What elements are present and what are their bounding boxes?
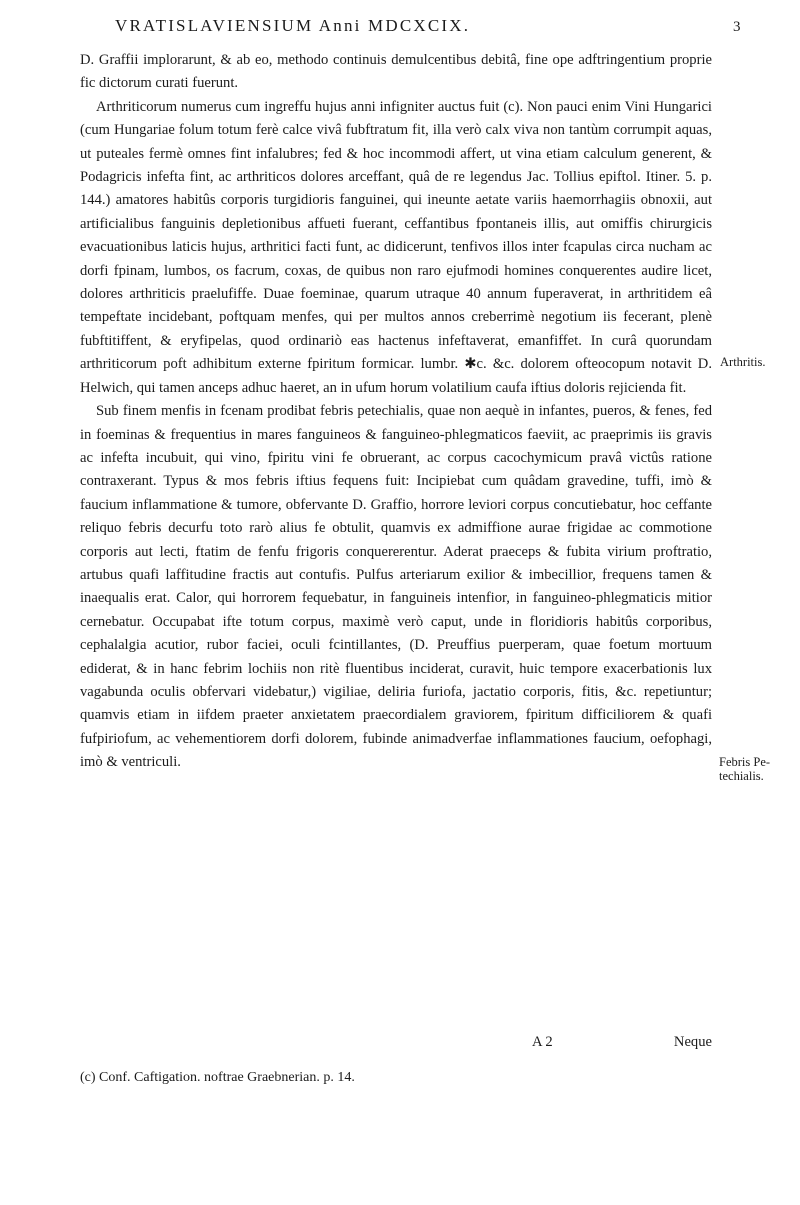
paragraph-1: D. Graffii implorarunt, & ab eo, methodo continuis demulcentibus debitâ, fine ope adftringentium proprie fic dictorum curati fuerunt. <box>80 52 712 92</box>
paragraph-3: Sub finem menfis in fcenam prodibat febris petechialis, quae non aequè in infantes, pueros, & fenes, fed in foeminas & frequentius in mares fanguineos & fanguineo-phlegmaticos faeviit, ac praeprimis iis gravis ac infefta incubuit, qui vino, fpiritu vini fe obruerant, ac corpus cacochymicum pravâ victûs ratione contraxerant. Typus & mos febris iftius fequens fuit: Incipiebat cum quâdam gravedine, tuffi, imò & faucium inflammatione & tumore, obfervante D. Graffio, horrore leviori corpus concutiebatur, hoc ceffante reliquo febris decurfu toto rarò alius fe obtulit, quamvis ex admiffione aurae frigidae ac commotione corporis aut lecti, ftatim de fenfu frigoris conquererentur. Aderat praeceps & fubita virium proftratio, artubus quafi laffitudine fractis aut contufis. Pulfus arteriarum exilior & imbecillior, frequens tamen & inaequalis erat. Calor, qui horrorem fequebatur, in fanguineis intenfior, in fanguineo-phlegmaticis mitior cernebatur. Occupabat ifte totum corpus, maximè verò caput, unde in floridioris habitûs corporibus, cephalalgia acutior, rubor faciei, oculi fcintillantes, (D. Preuffius puerperam, quae foetum mortuum ediderat, & in hanc febrim lochiis non ritè fluentibus inciderat, curavit, huic tempore exacerbationis lux vagabunda oculis obfervari videbatur,) vigiliae, deliria furiofa, jactatio corporis, fitis, &c. repetiuntur; quamvis etiam in iifdem praeter anxietatem praecordialem graviorem, fpiritum difficiliorem & quafi fufpiriofum, ac vehementiorem dorfi dolorem, fubinde animadverfae inflammationes faucium, oefophagi, imò & ventriculi. <box>80 403 712 771</box>
marginal-note-febris <box>719 755 770 783</box>
footnote-text: Conf. Caftigation. noftrae Graebnerian. p. 14. <box>99 1070 355 1085</box>
body-text <box>80 49 712 775</box>
footnote <box>80 1070 712 1086</box>
running-title: VRATISLAVIENSIUM Anni MDCXCIX. <box>115 16 471 35</box>
marginal-note-febris-line1: Febris Pe- <box>719 755 771 769</box>
page-number: 3 <box>733 19 741 35</box>
marginal-note-arthritis: Arthritis. <box>720 355 766 369</box>
paragraph-2: Arthriticorum numerus cum ingreffu hujus anni infigniter auctus fuit (c). Non pauci enim Vini Hungarici (cum Hungariae folum totum ferè calce vivâ fubftratum fit, illa verò calx viva non tantùm corrumpit aquas, ut puteales fermè omnes fint infalubres; fed & hoc incommodi affert, ut vina etiam calculum generent, & Podagricis infefta fint, ac arthriticos dolores arceffant, quâ de re legendus Jac. Tollius epiftol. Itiner. 5. p. 144.) amatores habitûs corporis turgidioris fanguinei, qui ineunte aetate variis haemorrhagiis obnoxii, aut artificialibus fanguinis depletionibus affueti fuerant, ceffantibus fpontaneis illis, aut omiffis chirurgicis evacuationibus laticis hujus, arthritici facti funt, ac didicerunt, tenfivos illos inter fcapulas circa nucham ac dorfi fpinam, lumbos, os facrum, coxas, de quibus non raro ejufmodi homines conquerentes audire licet, dolores arthriticis praelufiffe. Duae foeminae, quarum utraque 40 annum fuperaverat, in arthritidem eâ tempeftate incidebant, poftquam menfes, qui per multos annos creberrimè negotium iis fecerant, plenè fubftitiffent, & eryfipelas, quod ordinariò eas hactenus infeftaverat, emanfiffet. In curâ quorundam arthriticorum poft adhibitum externe fpiritum formicar. lumbr. ✱c. &c. dolorem ofteocopum notavit D. Helwich, qui tamen anceps adhuc haeret, an in ufum horum volatilium caufa iftius doloris rejicienda fit. <box>80 98 712 396</box>
catchword: Neque <box>673 1034 712 1050</box>
signature-mark: A 2 <box>532 1034 553 1050</box>
marginal-note-febris-line2: techialis. <box>719 769 764 783</box>
footnote-marker: (c) <box>80 1070 96 1085</box>
